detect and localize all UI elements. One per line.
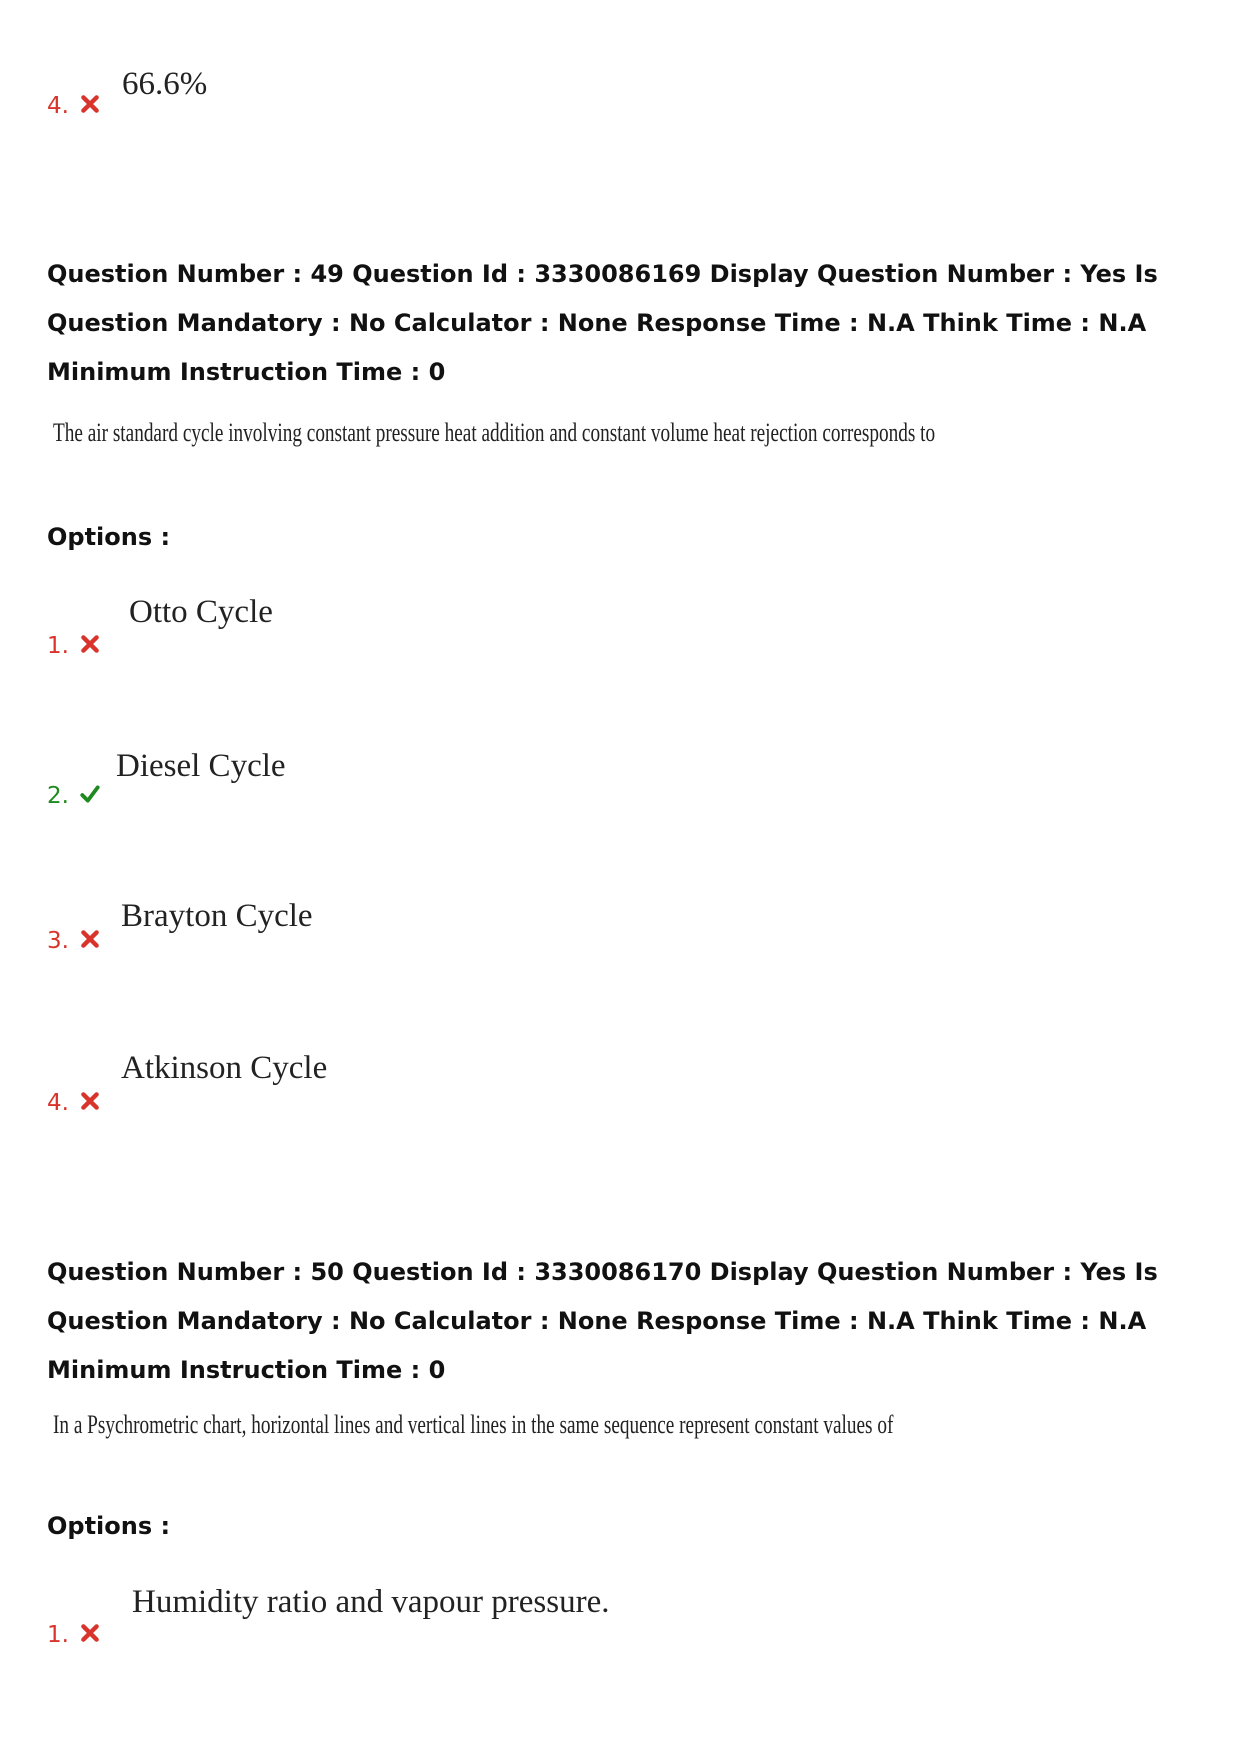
- question-49-option-1-text: Otto Cycle: [129, 594, 273, 630]
- option-number: 4.: [47, 93, 101, 119]
- question-49-option-3-text: Brayton Cycle: [121, 898, 313, 934]
- question-50-text: In a Psychrometric chart, horizontal lines and vertical lines in the same sequence represent constant values of: [53, 1410, 894, 1439]
- question-50-option-1-text: Humidity ratio and vapour pressure.: [132, 1584, 610, 1620]
- question-50-options-label: Options :: [47, 1512, 171, 1540]
- question-50-header: Question Number : 50 Question Id : 3330086170 Display Question Number : Yes Is Question Mandatory : No Calculator : None Response Time : N.A Think Time : N.A Minimum Instruction Time : 0: [47, 1258, 1158, 1384]
- question-49-option-4-number: 4.: [47, 1090, 101, 1116]
- cross-icon: [79, 93, 101, 115]
- question-49-text: The air standard cycle involving constant pressure heat addition and constant volume heat rejection corresponds to: [53, 418, 936, 447]
- question-49-option-2-number: 2.: [47, 783, 101, 809]
- cross-icon: [79, 1622, 101, 1644]
- cross-icon: [79, 928, 101, 950]
- cross-icon: [79, 1090, 101, 1112]
- question-49-options-label: Options :: [47, 523, 171, 551]
- option-text: 66.6%: [122, 66, 208, 102]
- question-49-option-3-number: 3.: [47, 928, 101, 954]
- question-49-header: Question Number : 49 Question Id : 3330086169 Display Question Number : Yes Is Question Mandatory : No Calculator : None Response Time : N.A Think Time : N.A Minimum Instruction Time : 0: [47, 260, 1158, 386]
- question-50-option-1-number: 1.: [47, 1622, 101, 1648]
- cross-icon: [79, 633, 101, 655]
- question-49-option-4-text: Atkinson Cycle: [121, 1050, 328, 1086]
- check-icon: [79, 783, 101, 805]
- question-49-option-2-text: Diesel Cycle: [116, 748, 286, 784]
- question-49-option-1-number: 1.: [47, 633, 101, 659]
